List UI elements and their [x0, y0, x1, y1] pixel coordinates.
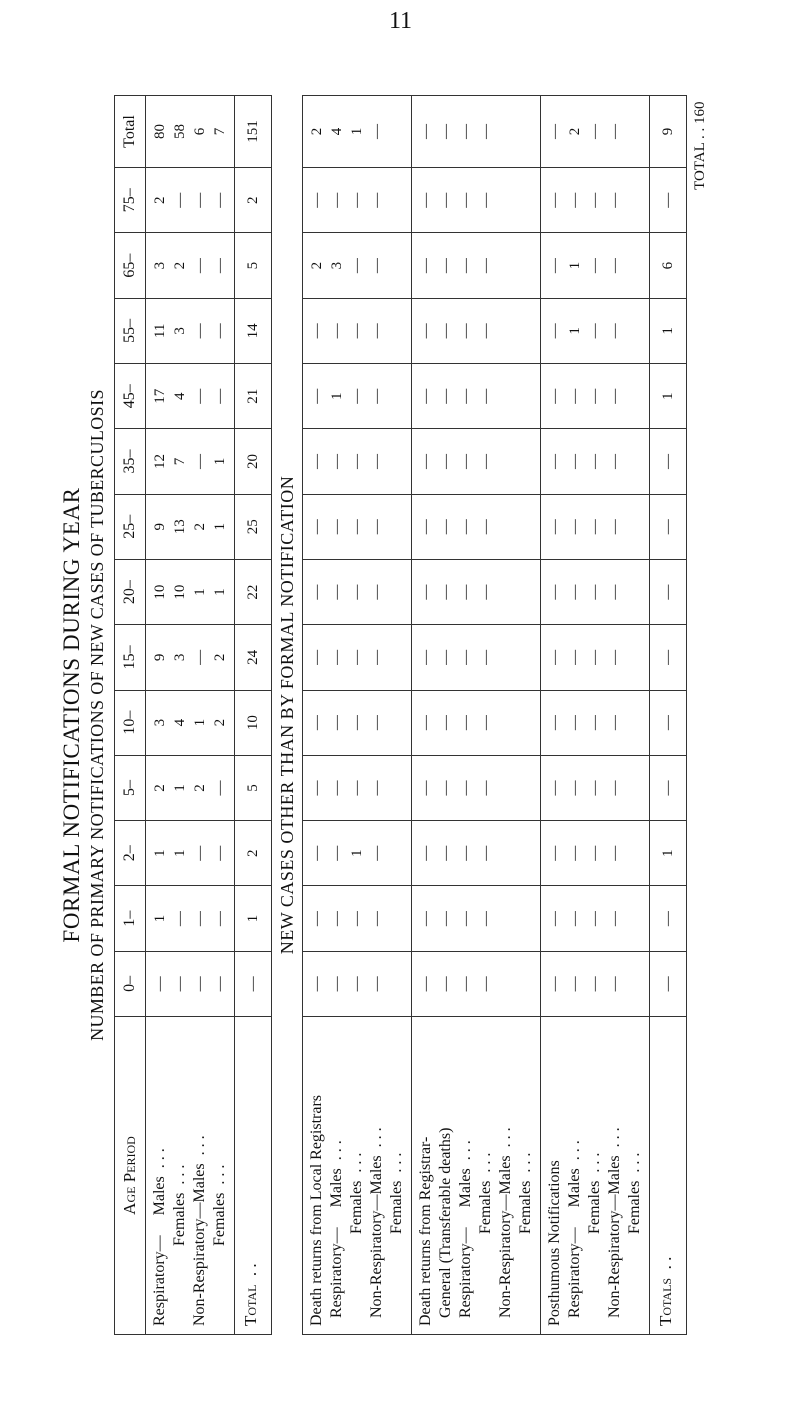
- header-age-55: 55–: [115, 298, 146, 363]
- table-cell: —: [650, 494, 687, 559]
- table-cell: — 1 — —: [541, 298, 650, 363]
- table-cell: —: [650, 429, 687, 494]
- table-cell: 3 4 1 2: [146, 690, 235, 755]
- formal-total-row: [235, 96, 272, 1335]
- table-cell: 1: [235, 886, 272, 951]
- table-cell: — — — —: [412, 625, 541, 690]
- table-cell: — — — —: [412, 755, 541, 820]
- table-cell: — — — —: [541, 559, 650, 624]
- table-cell: — 2 — —: [541, 96, 650, 168]
- table-cell: 12 7 — 1: [146, 429, 235, 494]
- header-age-2: 2–: [115, 821, 146, 886]
- table-cell: 24: [235, 625, 272, 690]
- registrar-general-label: Death returns from Registrar- General (Transferable deaths) Respiratory— Males . . . Females . . . Non-Respiratory—Males . . . Females . . .: [412, 1017, 541, 1335]
- table-cell: 2 4 1 —: [303, 96, 412, 168]
- page-title: FORMAL NOTIFICATIONS DURING YEAR: [59, 487, 84, 943]
- table-cell: 1: [650, 364, 687, 429]
- grand-total-side-row: [687, 96, 714, 1335]
- table-cell: 6: [650, 233, 687, 298]
- table-cell: 22: [235, 559, 272, 624]
- grand-total-side: TOTAL . . 160: [691, 101, 708, 190]
- table-cell: 1: [650, 821, 687, 886]
- table-cell: — — — —: [303, 625, 412, 690]
- table-cell: —: [650, 886, 687, 951]
- page-subtitle: NUMBER OF PRIMARY NOTIFICATIONS OF NEW CASES OF TUBERCULOSIS: [87, 389, 107, 1041]
- table-cell: 3 2 — —: [146, 233, 235, 298]
- page-number: 11: [388, 8, 413, 34]
- table-cell: — — — —: [412, 821, 541, 886]
- table-cell: — — — —: [541, 690, 650, 755]
- table-cell: 21: [235, 364, 272, 429]
- table-cell: — — — —: [303, 429, 412, 494]
- registrar-general-row: [412, 96, 541, 1335]
- table-cell: —: [650, 625, 687, 690]
- posthumous-row: [541, 96, 650, 1335]
- table-cell: — — — —: [412, 96, 541, 168]
- table-cell: — — — —: [303, 690, 412, 755]
- table-cell: — — — —: [303, 755, 412, 820]
- section-heading-row: [272, 96, 303, 1335]
- grand-totals-row: [650, 96, 687, 1335]
- table-cell: — — — —: [541, 364, 650, 429]
- grand-totals-label: Totals . .: [650, 1017, 687, 1335]
- local-registrars-label: Death returns from Local Registrars Respiratory— Males . . . Females . . . Non-Respiratory—Males . . . Females . . .: [303, 1017, 412, 1335]
- table-cell: — 1 — —: [303, 364, 412, 429]
- header-age-35: 35–: [115, 429, 146, 494]
- header-age-20: 20–: [115, 559, 146, 624]
- table-cell: 151: [235, 96, 272, 168]
- header-total: Total: [115, 96, 146, 168]
- table-cell: —: [650, 168, 687, 233]
- table-cell: — — — —: [303, 298, 412, 363]
- header-age-1: 1–: [115, 886, 146, 951]
- table-cell: — — — —: [412, 559, 541, 624]
- table-cell: 2: [235, 821, 272, 886]
- table-cell: — — — —: [541, 429, 650, 494]
- table-cell: — — — —: [412, 951, 541, 1016]
- table-cell: 11 3 — —: [146, 298, 235, 363]
- section-heading: NEW CASES OTHER THAN BY FORMAL NOTIFICATION: [272, 96, 303, 1335]
- table-cell: 5: [235, 233, 272, 298]
- table-cell: —: [650, 559, 687, 624]
- table-cell: 1 — — —: [146, 886, 235, 951]
- table-cell: — — — —: [412, 168, 541, 233]
- table-cell: 80 58 6 7: [146, 96, 235, 168]
- formal-row-label: Respiratory— Males . . . Females . . . Non-Respiratory—Males . . . Females . . .: [146, 1017, 235, 1335]
- table-cell: 17 4 — —: [146, 364, 235, 429]
- table-cell: — — — —: [541, 755, 650, 820]
- table-cell: — — — —: [303, 494, 412, 559]
- table-cell: 20: [235, 429, 272, 494]
- table-cell: 25: [235, 494, 272, 559]
- header-age-75: 75–: [115, 168, 146, 233]
- table-cell: — — — —: [541, 951, 650, 1016]
- table-cell: — — — —: [412, 298, 541, 363]
- table-cell: — — — —: [146, 951, 235, 1016]
- table-cell: — — — —: [303, 886, 412, 951]
- table-cell: — — — —: [303, 168, 412, 233]
- table-cell: —: [650, 755, 687, 820]
- header-age-0: 0–: [115, 951, 146, 1016]
- table-cell: —: [650, 690, 687, 755]
- table-cell: — — — —: [412, 494, 541, 559]
- notifications-table: [114, 95, 713, 1335]
- table-cell: —: [650, 951, 687, 1016]
- header-age-25: 25–: [115, 494, 146, 559]
- header-age-10: 10–: [115, 690, 146, 755]
- table-cell: — — — —: [303, 951, 412, 1016]
- table-cell: 2: [235, 168, 272, 233]
- table-cell: 2 3 — —: [303, 233, 412, 298]
- table-cell: — — — —: [541, 821, 650, 886]
- table-cell: 10: [235, 690, 272, 755]
- table-cell: — — — —: [541, 168, 650, 233]
- table-cell: 9 3 — 2: [146, 625, 235, 690]
- table-cell: — — 1 —: [303, 821, 412, 886]
- table-cell: 2 1 2 —: [146, 755, 235, 820]
- table-cell: — — — —: [541, 494, 650, 559]
- formal-total-label: Total . .: [235, 1017, 272, 1335]
- table-cell: — — — —: [412, 886, 541, 951]
- header-age-65: 65–: [115, 233, 146, 298]
- title-block: [58, 95, 114, 1335]
- table-cell: — 1 — —: [541, 233, 650, 298]
- posthumous-label: Posthumous Notifications Respiratory— Males . . . Females . . . Non-Respiratory—Males . . . Females . . .: [541, 1017, 650, 1335]
- header-age-15: 15–: [115, 625, 146, 690]
- table-cell: 5: [235, 755, 272, 820]
- header-age-period: Age Period: [115, 1017, 146, 1335]
- table-cell: — — — —: [412, 233, 541, 298]
- table-cell: — — — —: [412, 364, 541, 429]
- header-age-45: 45–: [115, 364, 146, 429]
- local-registrars-row: [303, 96, 412, 1335]
- table-cell: 9 13 2 1: [146, 494, 235, 559]
- table-cell: 9: [650, 96, 687, 168]
- table-cell: —: [235, 951, 272, 1016]
- rotated-table-sheet: [58, 95, 713, 1335]
- formal-notifications-row: [146, 96, 235, 1335]
- table-cell: — — — —: [303, 559, 412, 624]
- header-row: [115, 96, 146, 1335]
- table-cell: — — — —: [541, 625, 650, 690]
- table-cell: 10 10 1 1: [146, 559, 235, 624]
- table-cell: 1 1 — —: [146, 821, 235, 886]
- table-cell: 14: [235, 298, 272, 363]
- table-cell: — — — —: [412, 429, 541, 494]
- table-cell: — — — —: [412, 690, 541, 755]
- table-cell: 2 — — —: [146, 168, 235, 233]
- header-age-5: 5–: [115, 755, 146, 820]
- table-cell: — — — —: [541, 886, 650, 951]
- table-cell: 1: [650, 298, 687, 363]
